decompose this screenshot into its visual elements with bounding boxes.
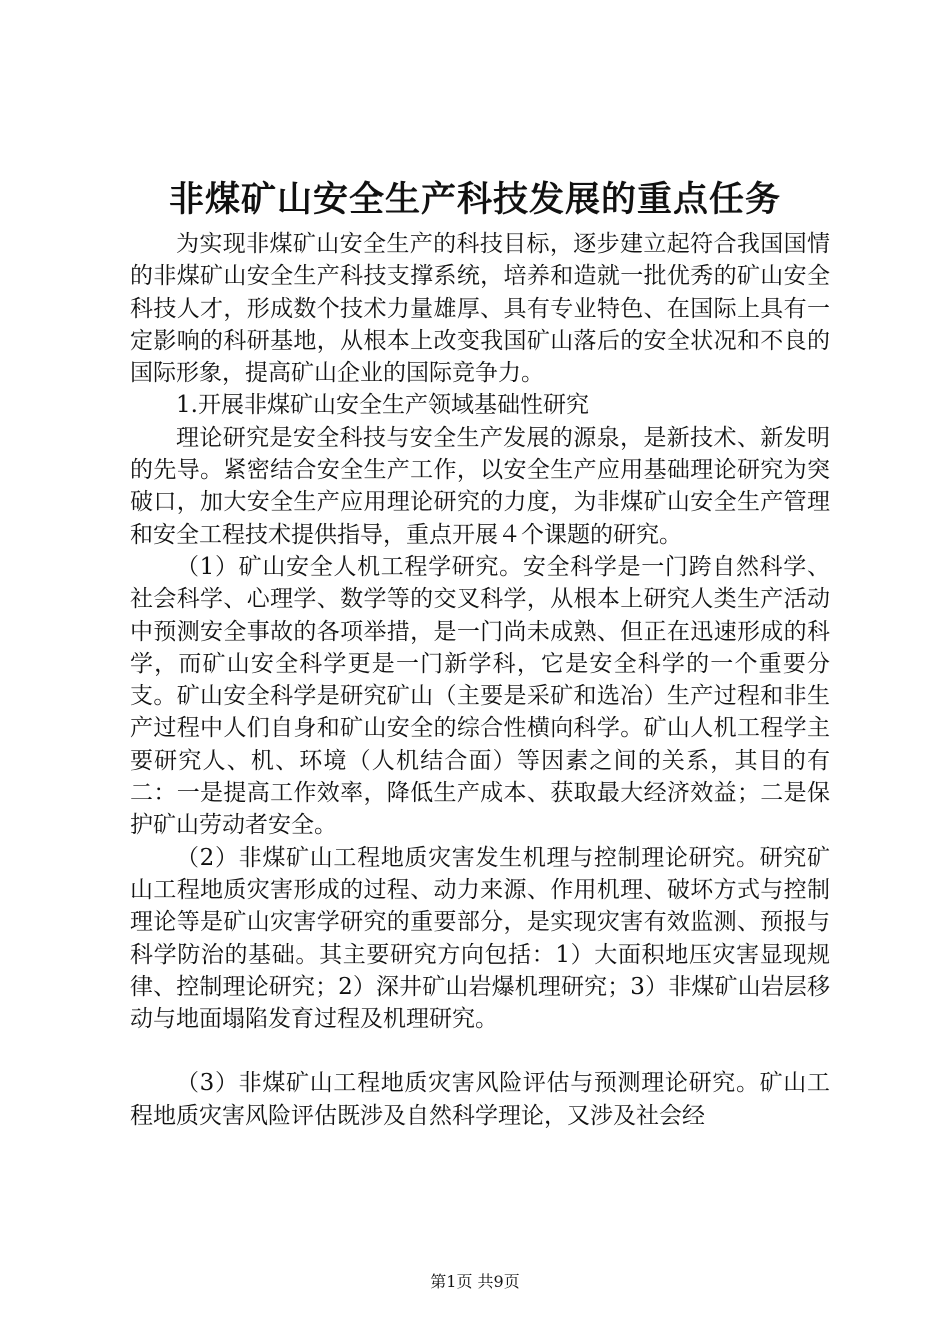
item-1-paragraph: （1）矿山安全人机工程学研究。安全科学是一门跨自然科学、社会科学、心理学、数学等的交叉科学，从根本上研究人类生产活动中预测安全事故的各项举措，是一门尚未成熟、但正在迅速形成的科学，而矿山安全科学更是一门新学科，它是安全科学的一个重要分支。矿山安全科学是研究矿山（主要是采矿和选冶）生产过程和非生产过程中人们自身和矿山安全的综合性横向科学。矿山人机工程学主要研究人、机、环境（人机结合面）等因素之间的关系，其目的有二：一是提高工作效率，降低生产成本、获取最大经济效益；二是保护矿山劳动者安全。 bbox=[130, 553, 830, 839]
item-2-paragraph: （2）非煤矿山工程地质灾害发生机理与控制理论研究。研究矿山工程地质灾害形成的过程、动力来源、作用机理、破坏方式与控制理论等是矿山灾害学研究的重要部分，是实现灾害有效监测、预报与科学防治的基础。其主要研究方向包括：1）大面积地压灾害显现规律、控制理论研究；2）深井矿山岩爆机理研究；3）非煤矿山岩层移动与地面塌陷发育过程及机理研究。 bbox=[130, 844, 830, 1033]
item-3-paragraph: （3）非煤矿山工程地质灾害风险评估与预测理论研究。矿山工程地质灾害风险评估既涉及自然科学理论，又涉及社会经 bbox=[130, 1070, 830, 1129]
theory-paragraph: 理论研究是安全科技与安全生产发展的源泉，是新技术、新发明的先导。紧密结合安全生产工作，以安全生产应用基础理论研究为突破口，加大安全生产应用理论研究的力度，为非煤矿山安全生产管理和安全工程技术提供指导，重点开展４个课题的研究。 bbox=[130, 424, 830, 548]
document-body bbox=[130, 228, 830, 1132]
intro-paragraph: 为实现非煤矿山安全生产的科技目标，逐步建立起符合我国国情的非煤矿山安全生产科技支撑系统，培养和造就一批优秀的矿山安全科技人才，形成数个技术力量雄厚、具有专业特色、在国际上具有一定影响的科研基地，从根本上改变我国矿山落后的安全状况和不良的国际形象，提高矿山企业的国际竞争力。 bbox=[130, 231, 830, 387]
section-heading: 1.开展非煤矿山安全生产领域基础性研究 bbox=[176, 392, 589, 419]
page-footer: 第1页 共9页 bbox=[430, 1272, 520, 1291]
document-title: 非煤矿山安全生产科技发展的重点任务 bbox=[168, 179, 781, 220]
